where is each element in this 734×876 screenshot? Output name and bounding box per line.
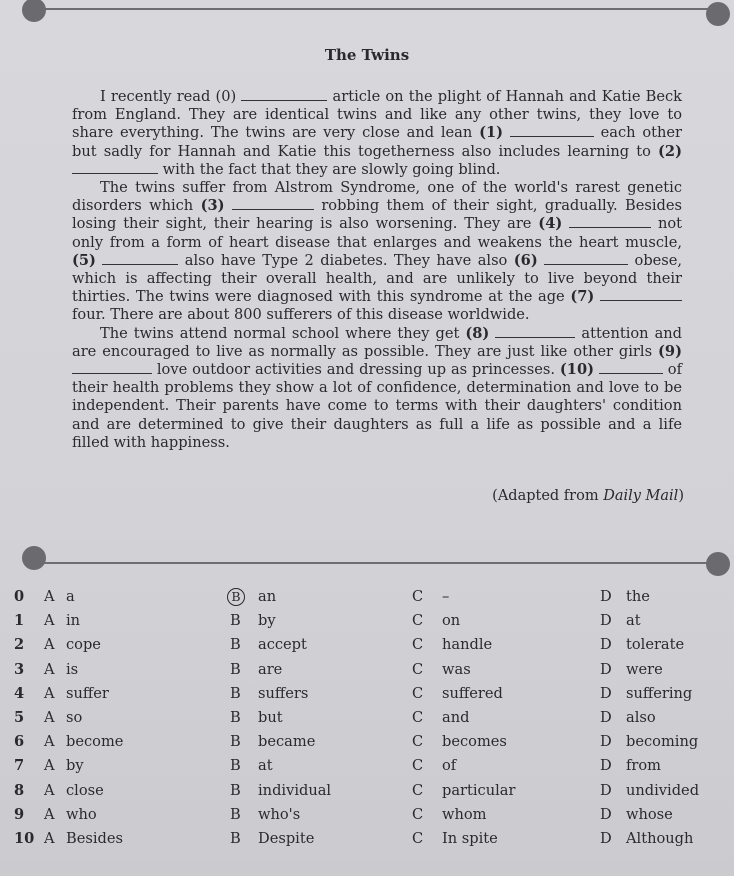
option-letter-a[interactable]: A [44, 757, 55, 775]
option-row [14, 830, 724, 854]
option-letter-b[interactable]: B [230, 733, 241, 751]
option-letter-d[interactable]: D [600, 757, 612, 775]
option-text-d[interactable]: Although [626, 829, 694, 847]
option-letter-b[interactable]: B [230, 636, 241, 654]
option-letter-b[interactable]: B [230, 781, 241, 799]
option-letter-a[interactable]: A [44, 805, 55, 823]
option-text-d[interactable]: becoming [626, 733, 699, 751]
option-letter-a[interactable]: A [44, 733, 55, 751]
source-citation: (Adapted from Daily Mail) [492, 488, 684, 504]
option-row [14, 782, 724, 806]
option-text-b[interactable]: at [258, 757, 273, 775]
option-text-a[interactable]: by [66, 757, 84, 775]
option-text-b[interactable]: suffers [258, 684, 309, 702]
option-text-b[interactable]: Despite [258, 829, 315, 847]
option-row [14, 588, 724, 612]
option-letter-b[interactable] [230, 588, 245, 606]
option-text-a[interactable]: Besides [66, 829, 123, 847]
option-letter-a[interactable]: A [44, 588, 55, 605]
option-row [14, 612, 724, 636]
option-letter-c[interactable]: C [412, 805, 424, 823]
gap-number: (2) [658, 142, 682, 160]
gap-number: (9) [658, 342, 682, 360]
option-text-d[interactable]: were [626, 660, 663, 678]
option-text-b[interactable]: accept [258, 636, 307, 654]
option-letter-d[interactable]: D [600, 781, 612, 799]
gap-number: (4) [538, 215, 563, 233]
option-text-c[interactable]: whom [442, 805, 487, 823]
question-number: 6 [14, 733, 25, 751]
gap-2[interactable] [72, 161, 158, 174]
option-letter-a[interactable]: A [44, 684, 55, 702]
option-letter-b[interactable]: B [230, 757, 241, 775]
option-row [14, 661, 724, 685]
option-text-c[interactable]: and [442, 708, 470, 726]
question-number: 1 [14, 612, 25, 630]
gap-5[interactable] [102, 252, 178, 265]
paragraph-3: The twins attend normal school where they get (8) attention and are encouraged to live as normally as possible. They are just like other girls (9) love outdoor activities and dressing up as princesses. (10) of their health problems they show a lot of confidence, determination and love to be independent. Their parents have come to terms with their daughters' condition and are determined to give their daughters as full a life as possible and a life filled with happiness. [72, 324, 683, 451]
option-text-b[interactable]: individual [258, 781, 332, 799]
option-row [14, 636, 724, 660]
passage-title: The Twins [324, 46, 410, 64]
answer-options [14, 588, 724, 854]
option-row [14, 733, 724, 757]
option-text-c[interactable]: was [442, 660, 471, 678]
option-text-a[interactable]: a [66, 588, 75, 605]
option-row [14, 757, 724, 781]
gap-number: (6) [513, 251, 538, 269]
option-text-b[interactable]: by [258, 612, 276, 630]
gap-6[interactable] [544, 252, 628, 265]
option-text-d[interactable]: suffering [626, 684, 693, 702]
option-text-d[interactable]: from [626, 757, 662, 775]
frame-corner-dot [22, 546, 46, 570]
gap-3[interactable] [232, 197, 314, 210]
paragraph-2: The twins suffer from Alstrom Syndrome, one of the world's rarest genetic disorders which (3) robbing them of their sight, gradually. Besides losing their sight, their hearing is also worsening. They are (4) not only from a form of heart disease that enlarges and weakens the heart muscle, (5) also have Type 2 diabetes. They have also (6) obese, which is affecting their overall health, and are unlikely to live beyond their thirties. The twins were diagnosed with this syndrome at the age (7) four. There are about 800 sufferers of this disease worldwide. [72, 179, 683, 324]
option-text-b[interactable]: became [258, 733, 316, 751]
option-text-a[interactable]: suffer [66, 684, 109, 702]
option-letter-d[interactable]: D [600, 805, 612, 823]
option-text-d[interactable]: also [626, 708, 656, 726]
question-number: 4 [14, 684, 25, 702]
option-letter-a[interactable]: A [44, 636, 55, 654]
gap-8[interactable] [495, 325, 575, 338]
option-letter-a[interactable]: A [44, 612, 55, 630]
question-number: 9 [14, 805, 25, 823]
option-letter-d[interactable]: D [600, 612, 612, 630]
question-number: 2 [14, 636, 25, 654]
option-text-c[interactable]: of [442, 757, 457, 775]
question-number: 5 [14, 708, 25, 726]
gap-number: (3) [200, 197, 225, 215]
option-letter-d[interactable]: D [600, 829, 612, 847]
question-number: 0 [14, 588, 25, 605]
option-row [14, 806, 724, 830]
option-letter-b[interactable]: B [230, 708, 241, 726]
option-letter-c[interactable]: C [412, 660, 424, 678]
option-text-a[interactable]: cope [66, 636, 101, 654]
gap-1[interactable] [510, 124, 594, 137]
circled-answer: B [227, 588, 245, 606]
option-letter-c[interactable]: C [412, 757, 424, 775]
question-number: 10 [14, 829, 35, 847]
option-text-a[interactable]: close [66, 781, 104, 799]
option-letter-d[interactable]: D [600, 660, 612, 678]
question-number: 8 [14, 781, 25, 799]
option-text-d[interactable]: undivided [626, 781, 700, 799]
option-letter-b[interactable]: B [230, 684, 241, 702]
gap-9[interactable] [72, 361, 152, 374]
option-text-c[interactable]: handle [442, 636, 493, 654]
option-text-a[interactable]: who [66, 805, 97, 823]
option-letter-c[interactable]: C [412, 829, 424, 847]
source-name: Daily Mail [603, 488, 679, 504]
gap-4[interactable] [569, 215, 651, 228]
question-number: 3 [14, 660, 25, 678]
option-text-d[interactable]: whose [626, 805, 673, 823]
option-text-c[interactable]: suffered [442, 684, 503, 702]
gap-0[interactable] [241, 88, 327, 101]
gap-number: (7) [570, 288, 595, 306]
option-text-b[interactable]: but [258, 708, 283, 726]
frame-corner-dot [706, 2, 730, 26]
passage-text [72, 88, 682, 452]
option-text-c[interactable]: on [442, 612, 461, 630]
option-letter-c[interactable]: C [412, 588, 424, 605]
option-letter-c[interactable]: C [412, 684, 424, 702]
option-text-d[interactable]: tolerate [626, 636, 685, 654]
option-letter-b[interactable]: B [230, 612, 241, 630]
option-text-b[interactable]: who's [258, 805, 301, 823]
option-text-a[interactable]: so [66, 708, 83, 726]
option-text-a[interactable]: is [66, 660, 79, 678]
frame-corner-dot [706, 552, 730, 576]
gap-10[interactable] [599, 361, 663, 374]
option-letter-d[interactable]: D [600, 684, 612, 702]
option-letter-a[interactable]: A [44, 829, 55, 847]
gap-number: (8) [465, 324, 490, 342]
option-letter-c[interactable]: C [412, 612, 424, 630]
option-letter-c[interactable]: C [412, 781, 424, 799]
option-text-a[interactable]: in [66, 612, 81, 630]
option-letter-d[interactable]: D [600, 708, 612, 726]
option-letter-c[interactable]: C [412, 733, 424, 751]
option-text-b[interactable]: are [258, 660, 283, 678]
option-text-c[interactable]: In spite [442, 829, 498, 847]
option-letter-d[interactable]: D [600, 588, 612, 605]
option-text-b[interactable]: an [258, 588, 277, 605]
option-text-c[interactable]: particular [442, 781, 516, 799]
gap-number: (5) [72, 251, 96, 269]
option-letter-a[interactable]: A [44, 708, 55, 726]
option-text-a[interactable]: become [66, 733, 124, 751]
question-number: 7 [14, 757, 25, 775]
paragraph-1: I recently read (0) article on the plight of Hannah and Katie Beck from England. They are identical twins and like any other twins, they love to share everything. The twins are very close and lean (1) each other but sadly for Hannah and Katie this togetherness also includes learning to (2) with the fact that they are slowly going blind. [72, 88, 683, 178]
option-text-c[interactable]: becomes [442, 733, 507, 751]
option-letter-a[interactable]: A [44, 781, 55, 799]
option-row [14, 709, 724, 733]
option-text-d[interactable]: the [626, 588, 650, 605]
option-letter-b[interactable]: B [230, 805, 241, 823]
option-letter-c[interactable]: C [412, 636, 424, 654]
option-letter-b[interactable]: B [230, 829, 241, 847]
option-text-d[interactable]: at [626, 612, 641, 630]
option-letter-d[interactable]: D [600, 636, 612, 654]
option-row [14, 685, 724, 709]
gap-number: (1) [479, 124, 504, 142]
option-letter-c[interactable]: C [412, 708, 424, 726]
option-letter-a[interactable]: A [44, 660, 55, 678]
option-letter-d[interactable]: D [600, 733, 612, 751]
gap-7[interactable] [600, 288, 682, 301]
option-text-c[interactable]: – [442, 588, 450, 605]
option-letter-b[interactable]: B [230, 660, 241, 678]
gap-number: (10) [559, 361, 595, 379]
